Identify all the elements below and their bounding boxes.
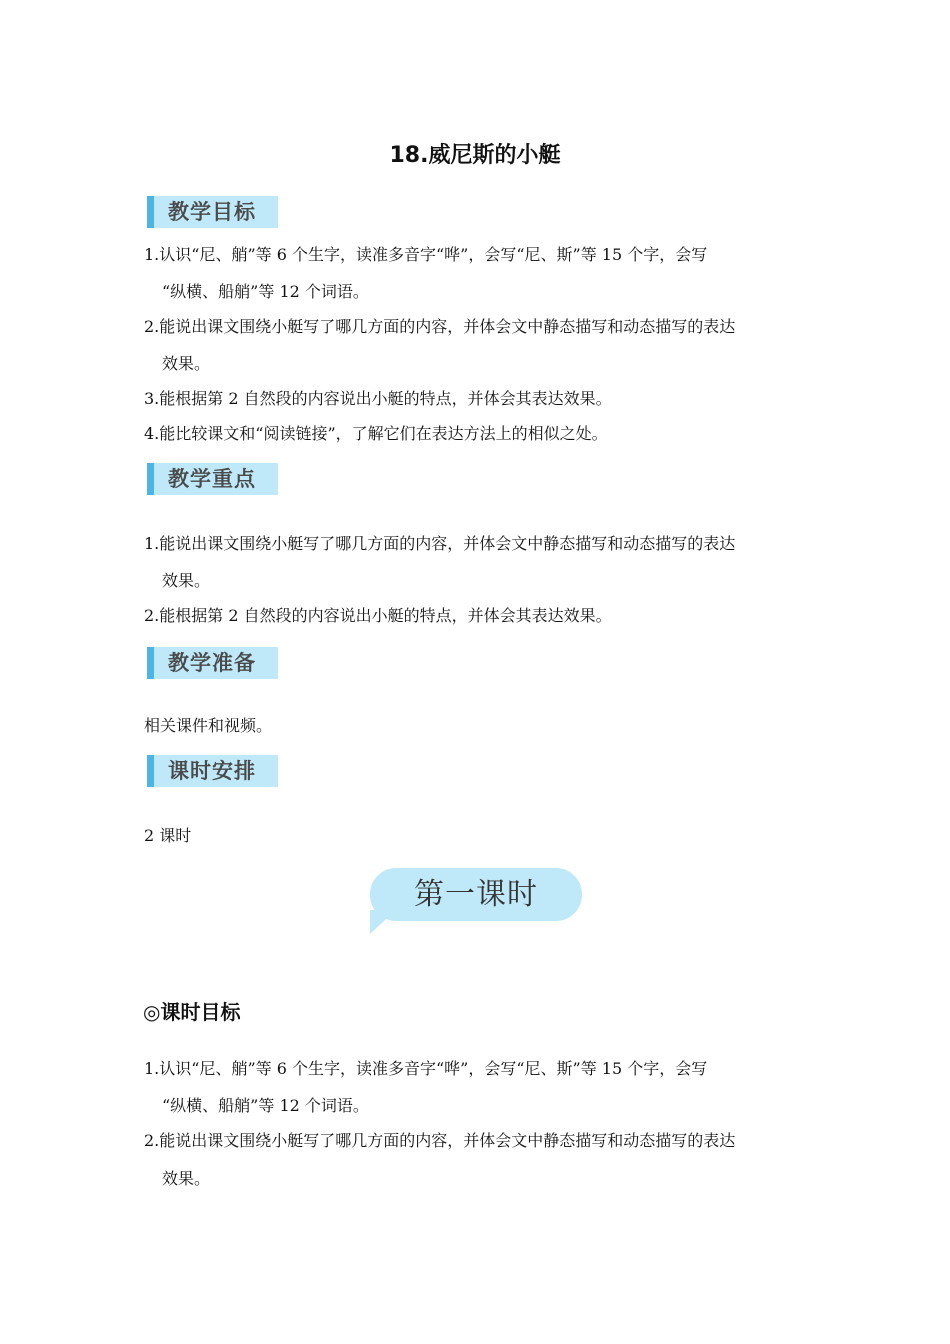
focus-item-1-line2: 效果。 <box>162 571 211 590</box>
section-heading-prep: 教学准备 <box>147 647 278 679</box>
goal-item-1-line2: “纵横、船艄”等 12 个词语。 <box>162 282 369 301</box>
prep-text: 相关课件和视频。 <box>144 716 273 735</box>
schedule-text: 2 课时 <box>144 826 192 845</box>
section-heading-focus: 教学重点 <box>147 463 278 495</box>
focus-item-1-line1: 1.能说出课文围绕小艇写了哪几方面的内容，并体会文中静态描写和动态描写的表达 <box>144 534 736 553</box>
goal-item-2-line2: 效果。 <box>162 354 211 373</box>
lesson-goal-1-line2: “纵横、船艄”等 12 个词语。 <box>162 1096 369 1115</box>
lesson-goal-1-line1: 1.认识“尼、艄”等 6 个生字，读准多音字“哗”，会写“尼、斯”等 15 个字，会写 <box>144 1059 708 1078</box>
page-title: 18.威尼斯的小艇 <box>389 143 561 168</box>
focus-item-2: 2.能根据第 2 自然段的内容说出小艇的特点，并体会其表达效果。 <box>144 606 612 625</box>
lesson-goal-2-line1: 2.能说出课文围绕小艇写了哪几方面的内容，并体会文中静态描写和动态描写的表达 <box>144 1131 736 1150</box>
goal-item-2-line1: 2.能说出课文围绕小艇写了哪几方面的内容，并体会文中静态描写和动态描写的表达 <box>144 317 736 336</box>
goal-item-4: 4.能比较课文和“阅读链接”，了解它们在表达方法上的相似之处。 <box>144 424 608 443</box>
section-heading-goals: 教学目标 <box>147 196 278 228</box>
lesson-goal-2-line2: 效果。 <box>162 1169 211 1188</box>
section-heading-schedule: 课时安排 <box>147 755 278 787</box>
lesson-banner: 第一课时 <box>370 868 582 921</box>
goal-item-1-line1: 1.认识“尼、艄”等 6 个生字，读准多音字“哗”，会写“尼、斯”等 15 个字，会写 <box>144 245 708 264</box>
goal-item-3: 3.能根据第 2 自然段的内容说出小艇的特点，并体会其表达效果。 <box>144 389 612 408</box>
lesson-goals-heading: ◎课时目标 <box>143 1000 241 1024</box>
